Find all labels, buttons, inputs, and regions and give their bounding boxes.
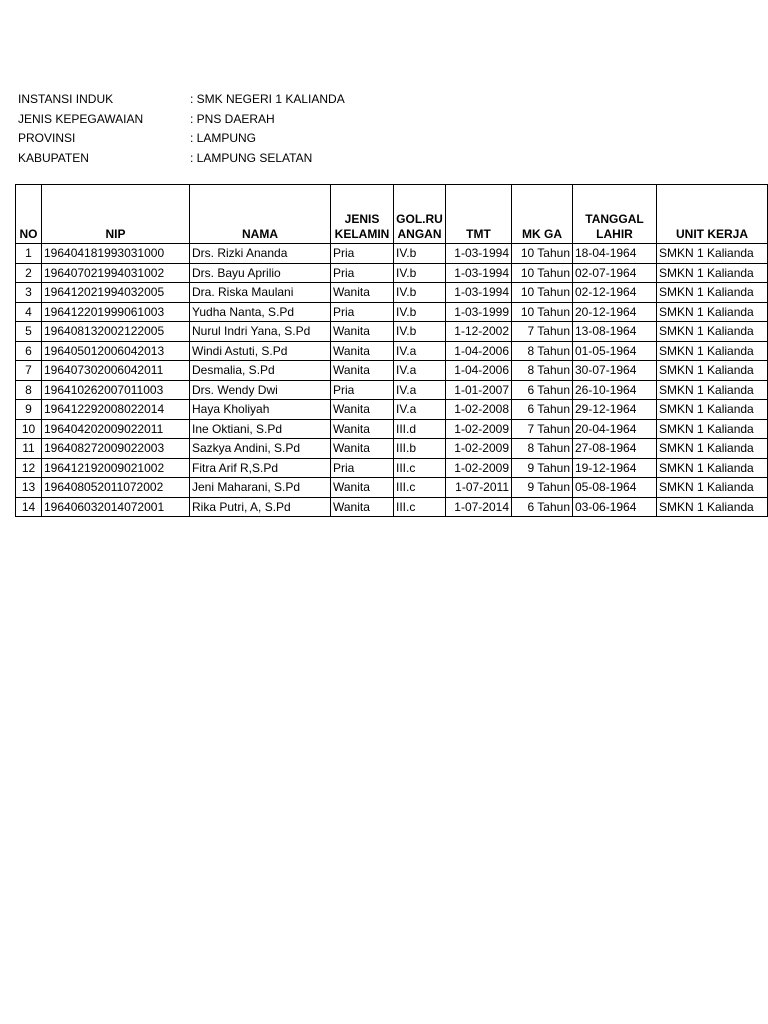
cell-tanggal-lahir: 18-04-1964: [573, 244, 657, 264]
info-value: : PNS DAERAH: [190, 111, 275, 126]
cell-tmt: 1-04-2006: [446, 361, 512, 381]
info-value: : LAMPUNG SELATAN: [190, 150, 313, 165]
cell-unit-kerja: SMKN 1 Kalianda: [657, 322, 768, 342]
cell-nip: 196405012006042013: [42, 341, 190, 361]
cell-unit-kerja: SMKN 1 Kalianda: [657, 361, 768, 381]
cell-no: 10: [16, 419, 42, 439]
cell-golongan: IV.b: [394, 322, 446, 342]
info-row-provinsi: [18, 129, 345, 149]
cell-no: 3: [16, 283, 42, 303]
cell-nip: 196412292008022014: [42, 400, 190, 420]
cell-mk-ga: 6 Tahun: [512, 497, 573, 517]
cell-tmt: 1-02-2009: [446, 439, 512, 459]
cell-golongan: IV.b: [394, 283, 446, 303]
cell-no: 11: [16, 439, 42, 459]
cell-mk-ga: 7 Tahun: [512, 419, 573, 439]
info-value: : SMK NEGERI 1 KALIANDA: [190, 92, 345, 106]
cell-nama: Jeni Maharani, S.Pd: [190, 478, 331, 498]
column-header-nama: NAMA: [190, 185, 331, 244]
cell-mk-ga: 9 Tahun: [512, 478, 573, 498]
cell-no: 4: [16, 302, 42, 322]
cell-golongan: III.c: [394, 497, 446, 517]
cell-mk-ga: 8 Tahun: [512, 361, 573, 381]
cell-tanggal-lahir: 13-08-1964: [573, 322, 657, 342]
cell-mk-ga: 10 Tahun: [512, 263, 573, 283]
cell-nama: Dra. Riska Maulani: [190, 283, 331, 303]
cell-unit-kerja: SMKN 1 Kalianda: [657, 478, 768, 498]
info-row-kabupaten: [18, 149, 345, 169]
cell-golongan: IV.a: [394, 361, 446, 381]
info-label: INSTANSI INDUK: [18, 92, 114, 106]
cell-golongan: III.b: [394, 439, 446, 459]
cell-tanggal-lahir: 03-06-1964: [573, 497, 657, 517]
cell-tanggal-lahir: 19-12-1964: [573, 458, 657, 478]
cell-golongan: IV.a: [394, 341, 446, 361]
cell-mk-ga: 8 Tahun: [512, 439, 573, 459]
cell-jenis-kelamin: Wanita: [331, 322, 394, 342]
column-header-golongan: GOL.RU ANGAN: [394, 185, 446, 244]
cell-nip: 196406032014072001: [42, 497, 190, 517]
cell-tmt: 1-01-2007: [446, 380, 512, 400]
cell-nama: Drs. Rizki Ananda: [190, 244, 331, 264]
table-row: [16, 439, 768, 459]
cell-tanggal-lahir: 01-05-1964: [573, 341, 657, 361]
cell-jenis-kelamin: Wanita: [331, 400, 394, 420]
table-header-row: [16, 185, 768, 244]
cell-jenis-kelamin: Wanita: [331, 478, 394, 498]
cell-nama: Sazkya Andini, S.Pd: [190, 439, 331, 459]
info-label: JENIS KEPEGAWAIAN: [18, 111, 144, 126]
table-row: [16, 380, 768, 400]
table-row: [16, 478, 768, 498]
cell-tmt: 1-02-2008: [446, 400, 512, 420]
cell-nip: 196408052011072002: [42, 478, 190, 498]
cell-golongan: III.d: [394, 419, 446, 439]
column-header-unit-kerja: UNIT KERJA: [657, 185, 768, 244]
cell-jenis-kelamin: Wanita: [331, 361, 394, 381]
cell-no: 2: [16, 263, 42, 283]
cell-no: 9: [16, 400, 42, 420]
table-row: [16, 341, 768, 361]
header-info: [18, 90, 345, 168]
cell-tmt: 1-07-2011: [446, 478, 512, 498]
employee-table: [15, 184, 768, 517]
cell-unit-kerja: SMKN 1 Kalianda: [657, 497, 768, 517]
cell-jenis-kelamin: Pria: [331, 380, 394, 400]
cell-nama: Drs. Bayu Aprilio: [190, 263, 331, 283]
table-row: [16, 419, 768, 439]
cell-tanggal-lahir: 29-12-1964: [573, 400, 657, 420]
column-header-tmt: TMT: [446, 185, 512, 244]
info-row-jenis-kepegawaian: [18, 110, 345, 130]
cell-nip: 196404181993031000: [42, 244, 190, 264]
cell-golongan: IV.b: [394, 244, 446, 264]
cell-unit-kerja: SMKN 1 Kalianda: [657, 283, 768, 303]
cell-nip: 196412192009021002: [42, 458, 190, 478]
cell-no: 1: [16, 244, 42, 264]
info-label: PROVINSI: [18, 131, 76, 145]
cell-tmt: 1-03-1999: [446, 302, 512, 322]
cell-nip: 196408132002122005: [42, 322, 190, 342]
cell-golongan: IV.b: [394, 302, 446, 322]
cell-jenis-kelamin: Wanita: [331, 283, 394, 303]
cell-jenis-kelamin: Wanita: [331, 497, 394, 517]
cell-nama: Rika Putri, A, S.Pd: [190, 497, 331, 517]
cell-tmt: 1-02-2009: [446, 458, 512, 478]
cell-jenis-kelamin: Pria: [331, 458, 394, 478]
cell-unit-kerja: SMKN 1 Kalianda: [657, 263, 768, 283]
cell-nama: Yudha Nanta, S.Pd: [190, 302, 331, 322]
cell-nama: Fitra Arif R,S.Pd: [190, 458, 331, 478]
cell-jenis-kelamin: Pria: [331, 302, 394, 322]
cell-tmt: 1-03-1994: [446, 263, 512, 283]
cell-nip: 196412021994032005: [42, 283, 190, 303]
cell-jenis-kelamin: Wanita: [331, 341, 394, 361]
cell-nip: 196407021994031002: [42, 263, 190, 283]
cell-unit-kerja: SMKN 1 Kalianda: [657, 400, 768, 420]
cell-golongan: III.c: [394, 478, 446, 498]
cell-mk-ga: 10 Tahun: [512, 283, 573, 303]
table-row: [16, 263, 768, 283]
cell-tmt: 1-07-2014: [446, 497, 512, 517]
cell-tanggal-lahir: 02-07-1964: [573, 263, 657, 283]
column-header-nip: NIP: [42, 185, 190, 244]
table-row: [16, 497, 768, 517]
cell-unit-kerja: SMKN 1 Kalianda: [657, 458, 768, 478]
table-row: [16, 361, 768, 381]
cell-golongan: IV.a: [394, 380, 446, 400]
info-value: : LAMPUNG: [190, 131, 257, 145]
cell-tanggal-lahir: 02-12-1964: [573, 283, 657, 303]
column-header-no: NO: [16, 185, 42, 244]
cell-jenis-kelamin: Wanita: [331, 419, 394, 439]
column-header-jenis-kelamin: JENIS KELAMIN: [331, 185, 394, 244]
cell-unit-kerja: SMKN 1 Kalianda: [657, 244, 768, 264]
cell-unit-kerja: SMKN 1 Kalianda: [657, 419, 768, 439]
cell-no: 13: [16, 478, 42, 498]
cell-mk-ga: 10 Tahun: [512, 302, 573, 322]
cell-tmt: 1-03-1994: [446, 244, 512, 264]
cell-no: 8: [16, 380, 42, 400]
cell-unit-kerja: SMKN 1 Kalianda: [657, 439, 768, 459]
cell-tanggal-lahir: 20-12-1964: [573, 302, 657, 322]
info-row-instansi: [18, 90, 345, 110]
cell-tmt: 1-02-2009: [446, 419, 512, 439]
cell-jenis-kelamin: Wanita: [331, 439, 394, 459]
cell-tanggal-lahir: 20-04-1964: [573, 419, 657, 439]
cell-golongan: IV.b: [394, 263, 446, 283]
cell-unit-kerja: SMKN 1 Kalianda: [657, 341, 768, 361]
cell-no: 12: [16, 458, 42, 478]
cell-tmt: 1-03-1994: [446, 283, 512, 303]
table-row: [16, 458, 768, 478]
cell-mk-ga: 6 Tahun: [512, 400, 573, 420]
cell-nama: Desmalia, S.Pd: [190, 361, 331, 381]
column-header-tanggal-lahir: TANGGAL LAHIR: [573, 185, 657, 244]
cell-nama: Haya Kholiyah: [190, 400, 331, 420]
cell-golongan: IV.a: [394, 400, 446, 420]
cell-tmt: 1-12-2002: [446, 322, 512, 342]
cell-nama: Windi Astuti, S.Pd: [190, 341, 331, 361]
cell-mk-ga: 8 Tahun: [512, 341, 573, 361]
cell-nama: Nurul Indri Yana, S.Pd: [190, 322, 331, 342]
table-row: [16, 400, 768, 420]
cell-golongan: III.c: [394, 458, 446, 478]
cell-tmt: 1-04-2006: [446, 341, 512, 361]
cell-unit-kerja: SMKN 1 Kalianda: [657, 302, 768, 322]
cell-nip: 196412201999061003: [42, 302, 190, 322]
table-body: [16, 244, 768, 517]
cell-tanggal-lahir: 30-07-1964: [573, 361, 657, 381]
table-row: [16, 244, 768, 264]
table-row: [16, 322, 768, 342]
cell-tanggal-lahir: 26-10-1964: [573, 380, 657, 400]
cell-nip: 196408272009022003: [42, 439, 190, 459]
cell-no: 5: [16, 322, 42, 342]
cell-nama: Ine Oktiani, S.Pd: [190, 419, 331, 439]
cell-no: 7: [16, 361, 42, 381]
cell-tanggal-lahir: 27-08-1964: [573, 439, 657, 459]
info-label: KABUPATEN: [18, 150, 89, 165]
cell-mk-ga: 6 Tahun: [512, 380, 573, 400]
table-row: [16, 302, 768, 322]
cell-no: 6: [16, 341, 42, 361]
cell-mk-ga: 7 Tahun: [512, 322, 573, 342]
cell-no: 14: [16, 497, 42, 517]
cell-nama: Drs. Wendy Dwi: [190, 380, 331, 400]
cell-mk-ga: 10 Tahun: [512, 244, 573, 264]
cell-tanggal-lahir: 05-08-1964: [573, 478, 657, 498]
cell-unit-kerja: SMKN 1 Kalianda: [657, 380, 768, 400]
cell-jenis-kelamin: Pria: [331, 263, 394, 283]
table-row: [16, 283, 768, 303]
cell-jenis-kelamin: Pria: [331, 244, 394, 264]
cell-nip: 196404202009022011: [42, 419, 190, 439]
cell-nip: 196407302006042011: [42, 361, 190, 381]
cell-mk-ga: 9 Tahun: [512, 458, 573, 478]
column-header-mk-ga: MK GA: [512, 185, 573, 244]
cell-nip: 196410262007011003: [42, 380, 190, 400]
